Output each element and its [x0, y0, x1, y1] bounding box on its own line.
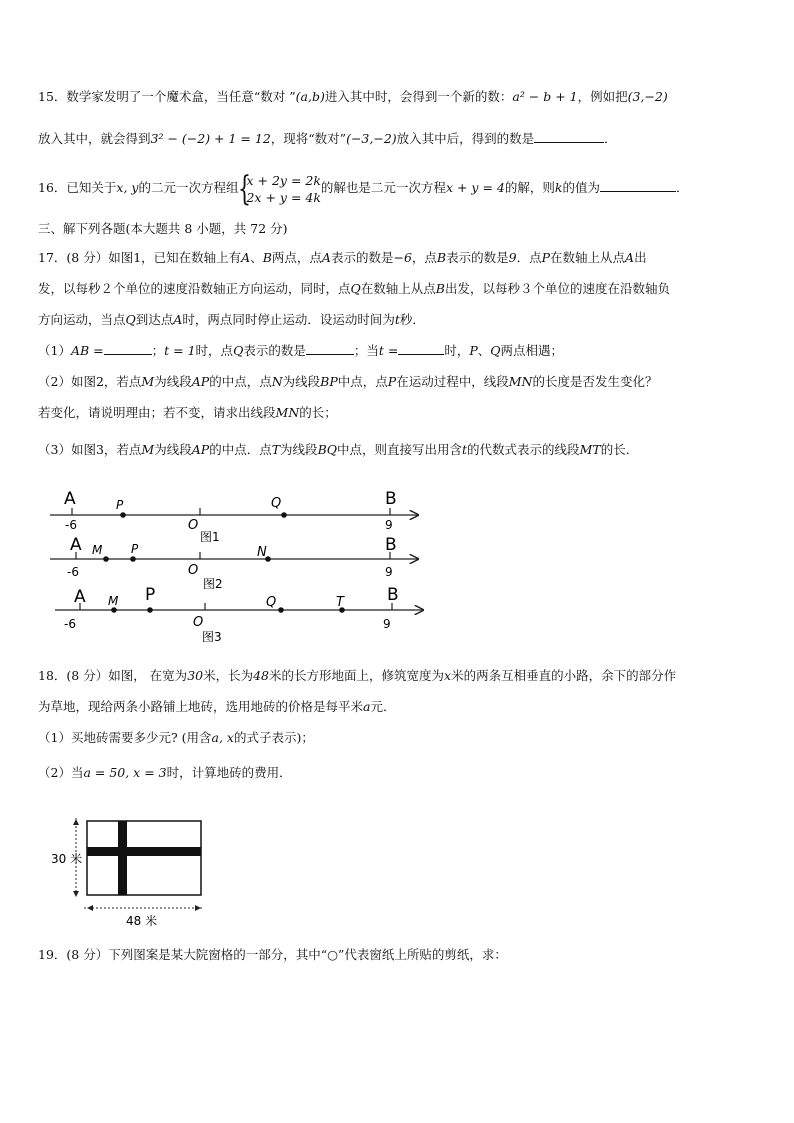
math-expression: 3² − (−2) + 1 = 12 [150, 131, 271, 146]
label-neg6: -6 [67, 565, 79, 579]
label-m: M [108, 594, 119, 608]
q17-part2-line1: （2）如图2，若点M为线段AP的中点，点N为线段BP中点，点P在运动过程中，线段MN的长度是否发生变化？ [38, 374, 658, 389]
label-a: A [74, 587, 86, 607]
math-pair: (a,b) [295, 89, 325, 104]
equation-2: 2x + y = 4k [246, 189, 321, 205]
label-nine: 9 [385, 565, 393, 579]
point-p [147, 607, 153, 613]
caption: 图3 [202, 630, 222, 644]
q15-line1: 15．数学家发明了一个魔术盒，当任意“数对 ”(a,b)进入其中时，会得到一个新的数：a² − b + 1，例如把(3,−2) [38, 89, 668, 104]
equation-system: { x + 2y = 2k 2x + y = 4k [238, 168, 321, 209]
length-label: 48 米 [126, 914, 158, 928]
caption: 图2 [203, 577, 223, 591]
label-nine: 9 [383, 617, 391, 631]
label-b: B [385, 535, 397, 555]
rectangle-figure [40, 812, 260, 932]
label-nine: 9 [385, 518, 393, 532]
point-m [111, 607, 117, 613]
label-o: O [188, 518, 199, 533]
label-t: T [336, 595, 344, 610]
answer-blank[interactable] [104, 342, 152, 355]
label-q: Q [271, 496, 282, 511]
answer-blank[interactable] [398, 342, 444, 355]
label-q: Q [266, 595, 277, 610]
q17-line1: 17．(8 分）如图1，已知在数轴上有A、B两点，点A表示的数是−6，点B表示的数是9．点P在数轴上从点A出 [38, 250, 647, 265]
q16-line: 16．已知关于x, y的二元一次方程组 { x + 2y = 2k 2x + y = 4k 的解也是二元一次方程x + y = 4的解，则k的值为 ． [38, 168, 689, 209]
answer-blank[interactable] [600, 179, 676, 192]
label-b: B [385, 489, 397, 509]
q17-line2: 发，以每秒２个单位的速度沿数轴正方向运动，同时，点Q在数轴上从点B出发，以每秒３个单位的速度在沿数轴负 [38, 281, 670, 296]
label-o: O [193, 615, 204, 630]
q18-part1: （1）买地砖需要多少元? (用含a, x的式子表示)； [38, 730, 314, 745]
point-q [281, 512, 287, 518]
q17-part2-line2: 若变化，请说明理由；若不变，请求出线段MN的长； [38, 405, 337, 420]
figure-2 [50, 535, 418, 591]
figure-3 [55, 585, 423, 644]
label-p: P [116, 498, 124, 512]
label-p: P [131, 542, 139, 556]
figure-1 [50, 489, 418, 544]
label-neg6: -6 [64, 617, 76, 631]
q18-line2: 为草地，现给两条小路铺上地砖，选用地砖的价格是每平米a元． [38, 699, 396, 714]
q19-line: 19．(8 分）下列图案是某大院窗格的一部分，其中“○”代表窗纸上所贴的剪纸，求： [38, 947, 507, 962]
section-heading: 三、解下列各题(本大题共 8 小题，共 72 分) [38, 221, 288, 236]
vertical-road [118, 821, 127, 895]
math-example-pair: (3,−2) [627, 89, 668, 104]
label-p: P [145, 585, 156, 605]
answer-blank[interactable] [534, 130, 604, 143]
point-m [103, 556, 109, 562]
q15-line2: 放入其中，就会得到3² − (−2) + 1 = 12，现将“数对”(−3,−2)放入其中后，得到的数是 ． [38, 131, 617, 146]
point-q [278, 607, 284, 613]
math-pair: (−3,−2) [346, 131, 397, 146]
width-label: 30 米 [51, 852, 83, 866]
label-m: M [92, 543, 103, 557]
field-rect [87, 821, 201, 895]
answer-blank[interactable] [306, 342, 354, 355]
label-o: O [188, 563, 199, 578]
horizontal-road [87, 847, 201, 856]
q17-part1: （1）AB = ；t = 1时，点Q表示的数是 ；当t = 时，P、Q两点相遇； [38, 343, 564, 358]
equation-1: x + 2y = 2k [246, 172, 321, 188]
q18-part2: （2）当a = 50, x = 3时，计算地砖的费用． [38, 765, 292, 780]
label-n: N [257, 545, 267, 560]
label-b: B [387, 585, 399, 605]
caption: 图1 [200, 530, 220, 544]
q17-line3: 方向运动，当点Q到达点A时，两点同时停止运动．设运动时间为t秒． [38, 312, 425, 327]
number-line-figures [0, 480, 794, 650]
label-a: A [64, 489, 76, 509]
label-neg6: -6 [65, 518, 77, 532]
q17-part3: （3）如图3，若点M为线段AP的中点．点T为线段BQ中点，则直接写出用含t的代数式表示的线段MT的长． [38, 442, 639, 457]
q18-line1: 18．(8 分）如图， 在宽为30米，长为48米的长方形地面上，修筑宽度为x米的两条互相垂直的小路，余下的部分作 [38, 668, 677, 683]
math-expression: a² − b + 1 [512, 89, 578, 104]
label-a: A [70, 535, 82, 555]
point-p [120, 512, 126, 518]
point-p [130, 556, 136, 562]
